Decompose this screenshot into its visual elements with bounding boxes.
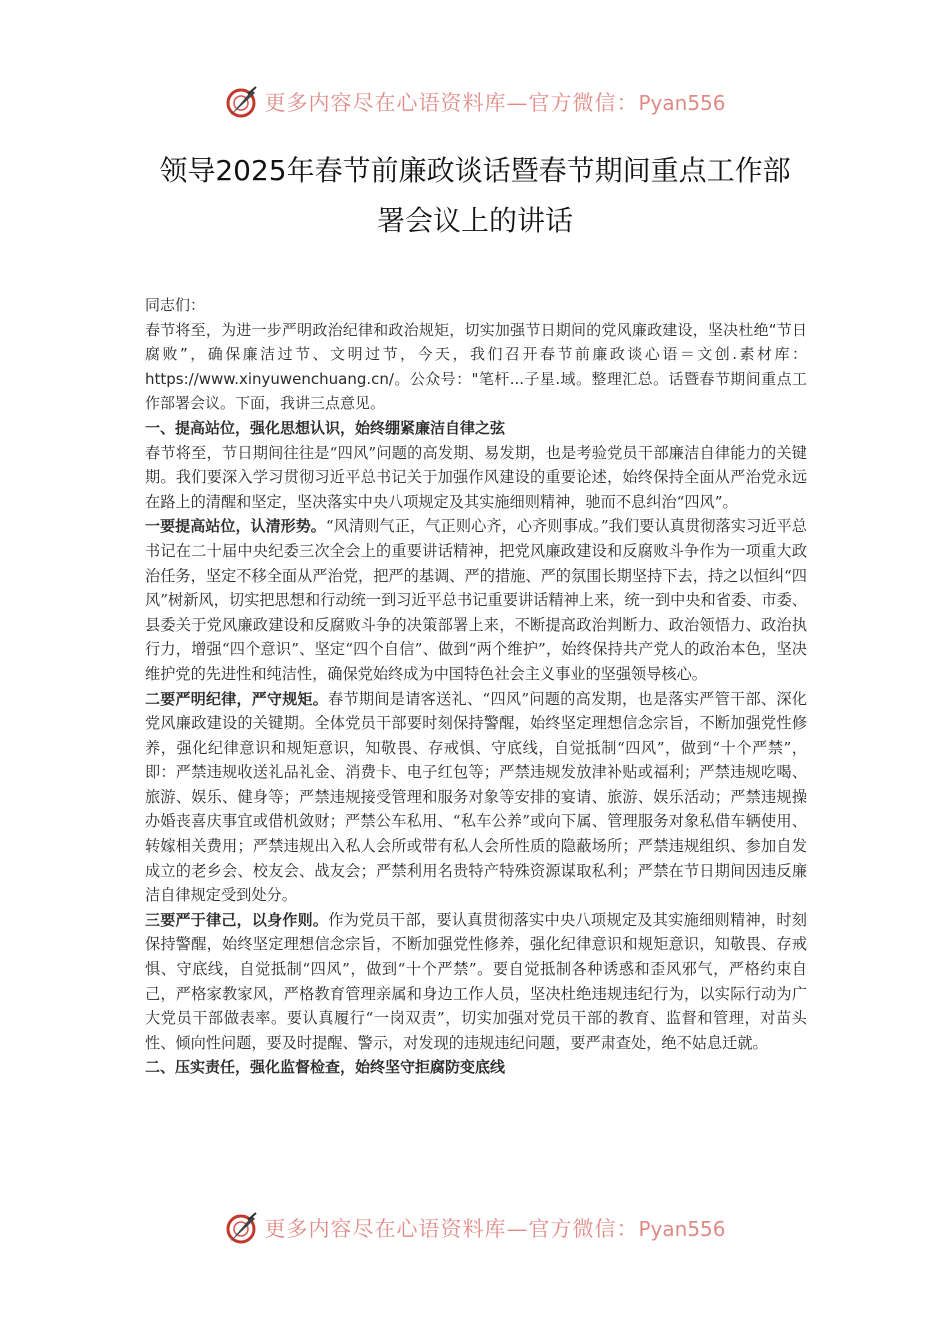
wechat-id: Pyan556 <box>638 91 726 115</box>
header-watermark-banner <box>0 82 950 122</box>
wechat-id: Pyan556 <box>638 1217 726 1241</box>
quill-logo-icon <box>224 84 260 120</box>
document-body <box>145 293 807 1080</box>
point-1-text: “风清则气正，气正则心齐，心齐则事成。”我们要认真贯彻落实习近平总书记在二十届中央纪委三次全会上的重要讲话精神，把党风廉政建设和反腐败斗争作为一项重大政治任务，坚定不移全面从严治党，把严的基调、严的措施、严的氛围长期坚持下去，持之以恒纠“四风”树新风，切实把思想和行动统一到习近平总书记重要讲话精神上来，统一到中央和省委、市委、县委关于党风廉政建设和反腐败斗争的决策部署上来，不断提高政治判断力、政治领悟力、政治执行力，增强“四个意识”、坚定“四个自信”、做到“两个维护”，始终保持共产党人的政治本色，坚决维护党的先进性和纯洁性，确保党始终成为中国特色社会主义事业的坚强领导核心。 <box>145 517 807 683</box>
quill-logo-icon <box>224 1210 260 1246</box>
section-1-paragraph: 春节将至，节日期间往往是“四风”问题的高发期、易发期，也是考验党员干部廉洁自律能力的关键期。我们要深入学习贯彻习近平总书记关于加强作风建设的重要论述，始终保持全面从严治党永远在路上的清醒和坚定，坚决落实中央八项规定及其实施细则精神，驰而不息纠治“四风”。 <box>145 443 807 511</box>
banner-text: 更多内容尽在心语资料库—官方微信：Pyan556 <box>264 1217 726 1241</box>
footer-watermark-banner <box>0 1208 950 1248</box>
point-1-paragraph <box>145 514 807 686</box>
point-2-lead: 二要严明纪律，严守规矩。 <box>145 689 329 708</box>
document-title <box>100 146 850 246</box>
point-3-text: 作为党员干部，要认真贯彻落实中央八项规定及其实施细则精神，时刻保持警醒，始终坚定理想信念宗旨，不断加强党性修养，强化纪律意识和规矩意识，知敬畏、存戒惧、守底线，自觉抵制“四风”，做到“十个严禁”。要自觉抵制各种诱惑和歪风邪气，严格约束自己，严格家教家风，严格教育管理亲属和身边工作人员，坚决杜绝违规违纪行为，以实际行动为广大党员干部做表率。要认真履行“一岗双责”，切实加强对党员干部的教育、监督和管理，对苗头性、倾向性问题，要及时提醒、警示，对发现的违规违纪问题，要严肃查处，绝不姑息迁就。 <box>145 910 807 1052</box>
intro-paragraph: 春节将至，为进一步严明政治纪律和政治规矩，切实加强节日期间的党风廉政建设，坚决杜绝“节日腐败”，确保廉洁过节、文明过节，今天，我们召开春节前廉政谈心语＝文创.素材库：https://www.xinyuwenchuang.cn/。公众号："笔杆...子星.域。整理汇总。话暨春节期间重点工作部署会议。下面，我讲三点意见。 <box>145 320 807 413</box>
banner-text: 更多内容尽在心语资料库—官方微信：Pyan556 <box>264 91 726 115</box>
point-3-paragraph <box>145 908 807 1056</box>
section-2-heading: 二、压实责任，强化监督检查，始终坚守拒腐防变底线 <box>145 1058 506 1077</box>
point-2-text: 春节期间是请客送礼、“四风”问题的高发期，也是落实严管干部、深化党风廉政建设的关键期。全体党员干部要时刻保持警醒，始终坚定理想信念宗旨，不断加强党性修养，强化纪律意识和规矩意识，知敬畏、存戒惧、守底线，自觉抵制“四风”，做到“十个严禁”，即：严禁违规收送礼品礼金、消费卡、电子红包等；严禁违规发放津补贴或福利；严禁违规吃喝、旅游、娱乐、健身等；严禁违规接受管理和服务对象等安排的宴请、旅游、娱乐活动；严禁违规操办婚丧喜庆事宜或借机敛财；严禁公车私用、“私车公养”或向下属、管理服务对象私借车辆使用、转嫁相关费用；严禁违规出入私人会所或带有私人会所性质的隐蔽场所；严禁违规组织、参加自发成立的老乡会、校友会、战友会；严禁利用名贵特产特殊资源谋取私利；严禁在节日期间因违反廉洁自律规定受到处分。 <box>145 689 807 905</box>
title-line-2: 署会议上的讲话 <box>376 204 573 237</box>
point-2-paragraph <box>145 687 807 908</box>
greeting: 同志们： <box>145 296 206 314</box>
title-line-1: 领导2025年春节前廉政谈话暨春节期间重点工作部 <box>159 154 791 187</box>
point-3-lead: 三要严于律己，以身作则。 <box>145 910 329 929</box>
point-1-lead: 一要提高站位，认清形势。 <box>145 517 326 536</box>
section-1-heading: 一、提高站位，强化思想认识，始终绷紧廉洁自律之弦 <box>145 418 506 437</box>
